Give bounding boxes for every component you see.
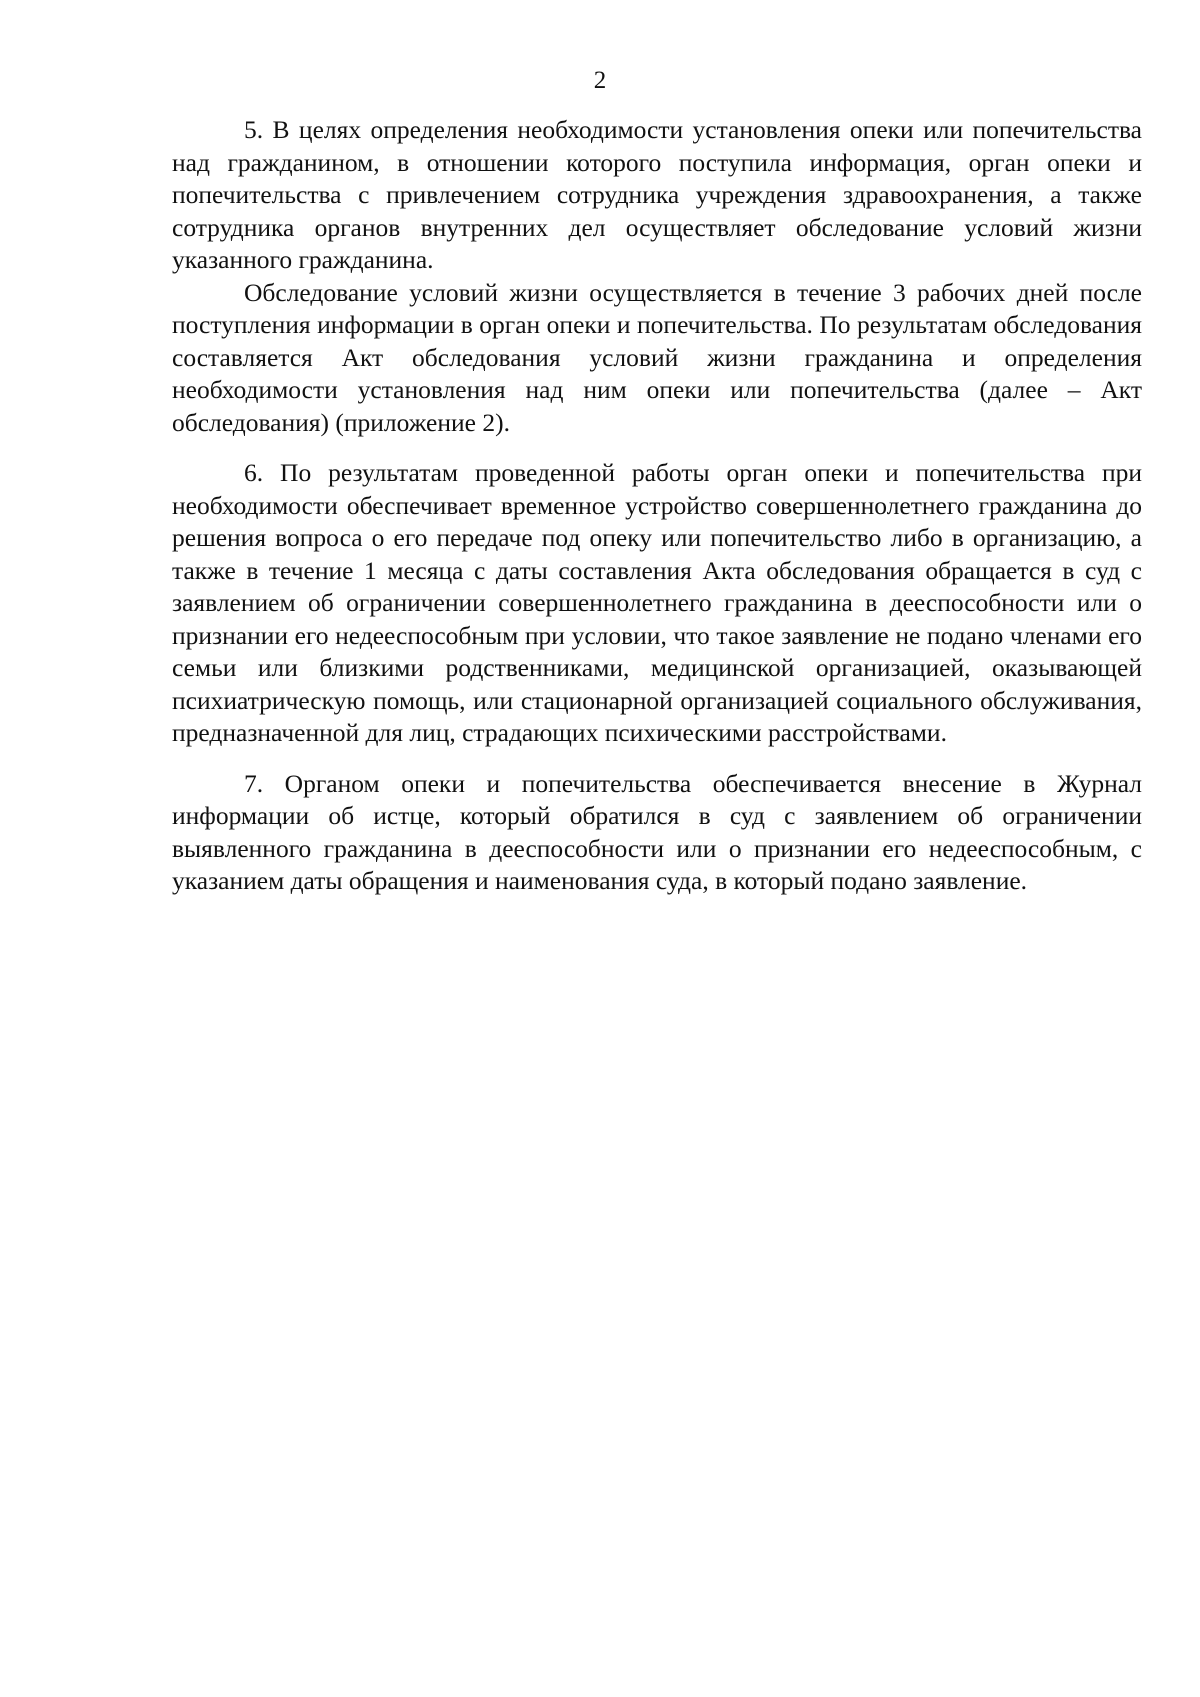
paragraph-6: 6. По результатам проведенной работы орган опеки и попечительства при необходимости обеспечивает временное устройство совершеннолетнего гражданина до решения вопроса о его передаче под опеку или попечительство либо в организацию, а также в течение 1 месяца с даты составления Акта обследования обращается в суд с заявлением об ограничении совершеннолетнего гражданина в дееспособности или о признании его недееспособным при условии, что такое заявление не подано членами его семьи или близкими родственниками, медицинской организацией, оказывающей психиатрическую помощь, или стационарной организацией социального обслуживания, предназначенной для лиц, страдающих психическими расстройствами.	[172, 458, 1142, 747]
document-body	[172, 114, 1142, 898]
paragraph-7: 7. Органом опеки и попечительства обеспечивается внесение в Журнал информации об истце, который обратился в суд с заявлением об ограничении выявленного гражданина в дееспособности или о признании его недееспособным, с указанием даты обращения и наименования суда, в который подано заявление.	[172, 768, 1142, 895]
paragraph-5: 5. В целях определения необходимости установления опеки или попечительства над гражданином, в отношении которого поступила информация, орган опеки и попечительства с привлечением сотрудника учреждения здравоохранения, а также сотрудника органов внутренних дел осуществляет обследование условий жизни указанного гражданина.	[172, 115, 1142, 274]
page-number: 2	[593, 67, 607, 94]
paragraph-5-continuation: Обследование условий жизни осуществляется в течение 3 рабочих дней после поступления информации в орган опеки и попечительства. По результатам обследования составляется Акт обследования условий жизни гражданина и определения необходимости установления над ним опеки или попечительства (далее – Акт обследования) (приложение 2).	[172, 277, 1142, 437]
